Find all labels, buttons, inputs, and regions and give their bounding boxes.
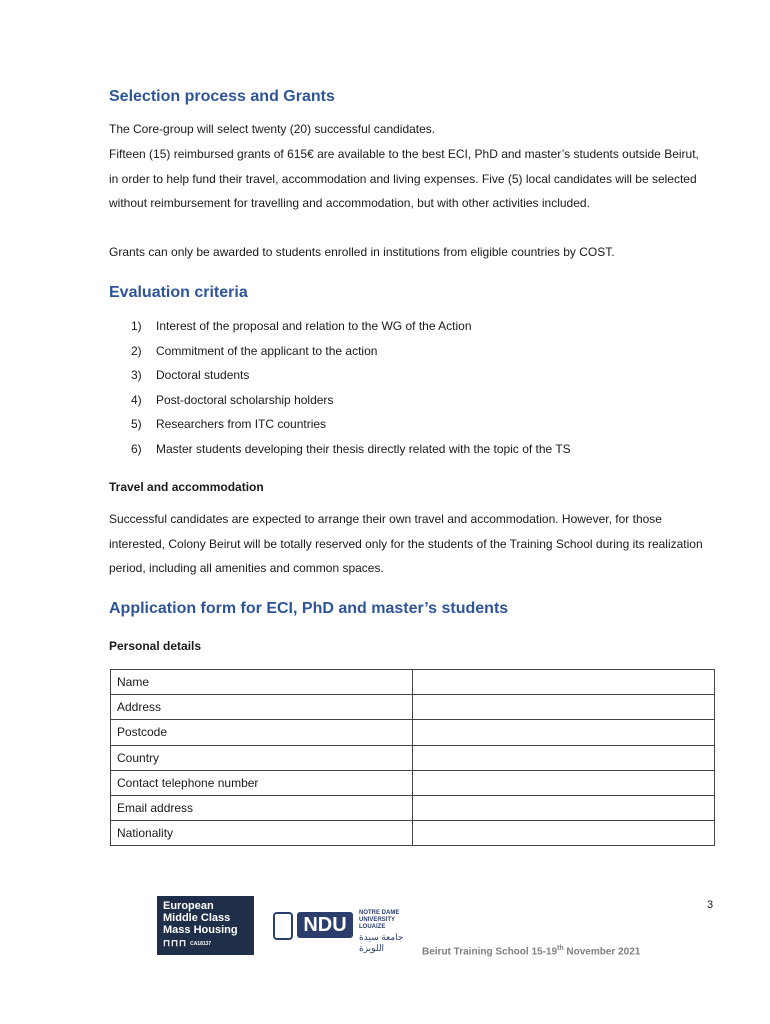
emch-logo (157, 896, 254, 955)
travel-heading: Travel and accommodation (109, 480, 264, 494)
personal-details-heading: Personal details (109, 639, 202, 653)
field-value-address[interactable] (413, 695, 715, 720)
list-item-text: Post-doctoral scholarship holders (156, 392, 334, 407)
ndu-logo-name: NDU (297, 912, 353, 938)
list-item (131, 412, 571, 437)
field-value-postcode[interactable] (413, 720, 715, 745)
list-item-text: Doctoral students (156, 368, 250, 383)
list-item-number: 6) (131, 441, 142, 456)
table-row (111, 720, 715, 745)
section-title-evaluation: Evaluation criteria (109, 284, 248, 301)
paragraph-grants: Fifteen (15) reimbursed grants of 615€ are available to the best ECI, PhD and master’s students outside Beirut, in order to help fund their travel, accommodation and living expenses. Five (5) local candidates will be selected without reimbursement for travelling and accommodation, but with other activities included. (109, 147, 699, 210)
ndu-emblem-icon (273, 912, 293, 940)
list-item-number: 4) (131, 392, 142, 407)
footer-text: Beirut Training School 15-19th November 2021 (422, 945, 641, 958)
houses-icon: ⊓⊓⊓ (163, 938, 188, 948)
table-row (111, 770, 715, 795)
field-label-name: Name (111, 670, 413, 695)
list-item-number: 5) (131, 417, 142, 432)
list-item-text: Master students developing their thesis directly related with the topic of the TS (156, 441, 571, 456)
emch-logo-line2: Middle Class (163, 912, 231, 924)
list-item-number: 3) (131, 368, 142, 383)
personal-details-table (110, 669, 715, 846)
emch-logo-line3: Mass Housing (163, 924, 238, 936)
field-label-nationality: Nationality (111, 821, 413, 846)
field-value-email[interactable] (413, 795, 715, 820)
emch-logo-code: CA18137 (190, 940, 212, 947)
ndu-logo (273, 908, 408, 953)
table-row (111, 695, 715, 720)
table-row (111, 745, 715, 770)
field-value-name[interactable] (413, 670, 715, 695)
list-item-number: 2) (131, 343, 142, 358)
section-title-selection: Selection process and Grants (109, 88, 335, 105)
list-item-text: Commitment of the applicant to the action (156, 343, 378, 358)
field-value-telephone[interactable] (413, 770, 715, 795)
list-item (131, 437, 571, 462)
list-item-text: Researchers from ITC countries (156, 417, 327, 432)
field-label-country: Country (111, 745, 413, 770)
list-item (131, 363, 571, 388)
list-item (131, 314, 571, 339)
list-item-text: Interest of the proposal and relation to the WG of the Action (156, 319, 472, 333)
field-value-country[interactable] (413, 745, 715, 770)
travel-paragraph: Successful candidates are expected to arrange their own travel and accommodation. However, for those interested, Colony Beirut will be totally reserved only for the students of the Training School during its realization period, including all amenities and common spaces. (109, 512, 703, 575)
paragraph-core-group: The Core-group will select twenty (20) successful candidates. (109, 122, 436, 136)
paragraph-eligibility: Grants can only be awarded to students enrolled in institutions from eligible countries by COST. (109, 245, 615, 259)
page-number: 3 (707, 899, 714, 911)
section-title-application: Application form for ECI, PhD and master’s students (109, 600, 509, 617)
field-label-postcode: Postcode (111, 720, 413, 745)
list-item (131, 388, 571, 413)
field-label-email: Email address (111, 795, 413, 820)
emch-logo-line1: European (163, 900, 214, 912)
list-item-number: 1) (131, 319, 142, 333)
field-label-telephone: Contact telephone number (111, 770, 413, 795)
table-row (111, 795, 715, 820)
list-item (131, 339, 571, 364)
ndu-logo-arabic: جامعة سيدة اللويزة (359, 932, 404, 953)
field-value-nationality[interactable] (413, 821, 715, 846)
ndu-logo-subtitle: NOTRE DAME UNIVERSITY LOUAIZE (359, 910, 400, 930)
table-row (111, 821, 715, 846)
field-label-address: Address (111, 695, 413, 720)
table-row (111, 670, 715, 695)
evaluation-criteria-list (131, 314, 571, 462)
